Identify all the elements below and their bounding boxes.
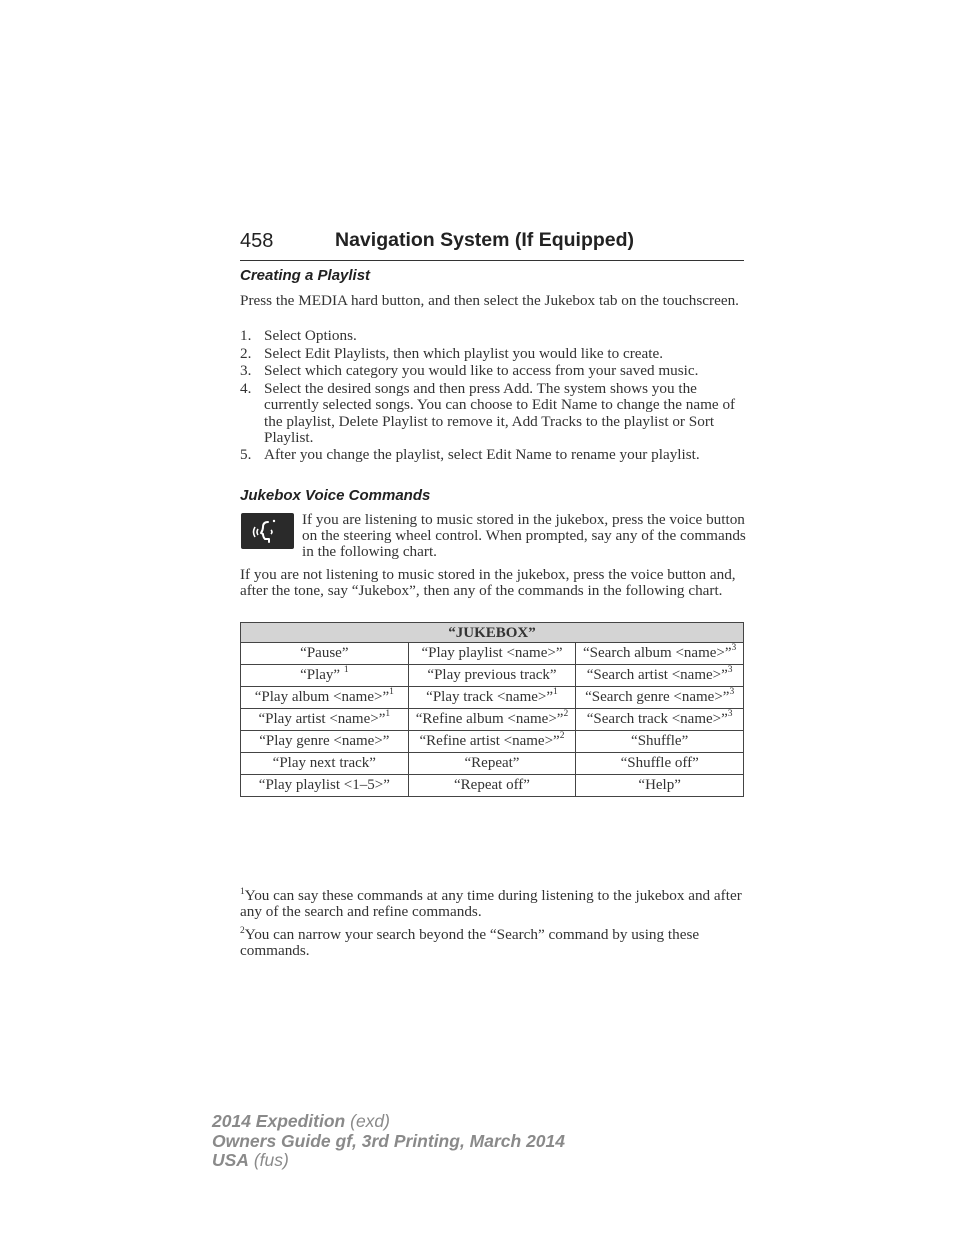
table-cell — [576, 709, 744, 731]
footnote-ref: 1 — [385, 709, 391, 719]
command-text: “Play” — [300, 667, 344, 683]
jukebox-not-listening-text: If you are not listening to music stored in the jukebox, press the voice button and, after the tone, say “Jukebox”, then any of the commands in the following chart. — [240, 566, 736, 600]
command-text: “Refine album <name>” — [415, 711, 564, 727]
table-row — [241, 709, 744, 731]
footer-model-code: (exd) — [345, 1111, 390, 1131]
table-cell — [241, 709, 409, 731]
command-text: “Play playlist <name>” — [421, 645, 563, 661]
footnote-1 — [240, 884, 746, 920]
voice-command-icon — [241, 513, 294, 549]
jukebox-listening-text: If you are listening to music stored in the jukebox, press the voice button on the steering wheel control. When prompted, say any of the commands in the following chart. — [302, 511, 746, 561]
step-number: 1. — [240, 327, 252, 344]
table-row — [241, 687, 744, 709]
playlist-steps-list — [240, 328, 744, 465]
creating-playlist-heading: Creating a Playlist — [240, 267, 371, 284]
table-cell — [576, 775, 744, 797]
jukebox-commands-table — [240, 622, 744, 797]
list-item — [240, 447, 744, 463]
table-cell — [241, 643, 409, 665]
step-number: 4. — [240, 380, 252, 398]
table-cell — [408, 731, 576, 753]
page-number: 458 — [240, 230, 274, 252]
table-cell — [576, 753, 744, 775]
footnote-text: You can say these commands at any time during listening to the jukebox and after any of the search and refine commands. — [240, 887, 742, 921]
table-row — [241, 753, 744, 775]
list-item — [240, 363, 744, 379]
footnote-mark: 1 — [240, 887, 245, 897]
table-cell — [408, 665, 576, 687]
footnote-ref: 2 — [563, 709, 569, 719]
footnote-ref: 3 — [727, 709, 733, 719]
list-item — [240, 346, 744, 362]
table-cell — [408, 643, 576, 665]
command-text: “Refine artist <name>” — [419, 733, 560, 749]
creating-playlist-intro: Press the MEDIA hard button, and then select the Jukebox tab on the touchscreen. — [240, 292, 739, 309]
command-text: “Repeat off” — [454, 777, 530, 793]
footer-line-3 — [212, 1151, 565, 1171]
table-cell — [241, 753, 409, 775]
table-header: “JUKEBOX” — [241, 623, 744, 643]
list-item — [240, 381, 744, 446]
footnote-mark: 2 — [240, 926, 245, 936]
footnote-ref: 3 — [727, 665, 733, 675]
table-cell — [408, 687, 576, 709]
command-text: “Search artist <name>” — [586, 667, 728, 683]
page-footer — [212, 1112, 565, 1171]
footnote-ref: 2 — [559, 731, 565, 741]
footer-model: 2014 Expedition — [212, 1111, 346, 1131]
footer-line-1 — [212, 1112, 565, 1132]
table-cell — [408, 775, 576, 797]
table-cell — [408, 753, 576, 775]
command-text: “Play playlist <1–5>” — [258, 777, 390, 793]
footnote-ref: 1 — [553, 687, 558, 697]
step-number: 3. — [240, 362, 252, 380]
table-row — [241, 643, 744, 665]
command-text: “Shuffle off” — [620, 755, 699, 771]
command-text: “Search genre <name>” — [585, 689, 730, 705]
table-cell — [576, 731, 744, 753]
command-text: “Search track <name>” — [586, 711, 728, 727]
table-cell — [576, 665, 744, 687]
table-row — [241, 665, 744, 687]
footer-line-2 — [212, 1132, 565, 1152]
command-text: “Pause” — [300, 645, 349, 661]
footer-region-code: (fus) — [248, 1150, 289, 1170]
footnote-ref: 3 — [729, 687, 735, 697]
command-text: “Shuffle” — [631, 733, 689, 749]
footer-printing: Owners Guide gf, 3rd Printing, March 2014 — [212, 1130, 565, 1151]
step-text: After you change the playlist, select Edit Name to rename your playlist. — [264, 446, 700, 464]
footnote-text: You can narrow your search beyond the “Search” command by using these commands. — [240, 926, 700, 960]
command-text: “Play track <name>” — [426, 689, 554, 705]
jukebox-voice-heading: Jukebox Voice Commands — [240, 487, 431, 504]
footnote-ref: 1 — [343, 665, 349, 675]
step-text: Select which category you would like to access from your saved music. — [264, 362, 699, 380]
command-text: “Play next track” — [272, 755, 376, 771]
command-text: “Help” — [638, 777, 681, 793]
table-header-row — [241, 623, 744, 643]
table-row — [241, 731, 744, 753]
footnote-2 — [240, 923, 746, 959]
command-text: “Play artist <name>” — [258, 711, 386, 727]
table-cell — [408, 709, 576, 731]
list-item — [240, 328, 744, 344]
table-cell — [576, 687, 744, 709]
step-text: Select Edit Playlists, then which playlist you would like to create. — [264, 344, 664, 362]
footnote-ref: 3 — [731, 643, 737, 653]
step-text: Select Options. — [264, 327, 357, 344]
section-title: Navigation System (If Equipped) — [335, 229, 635, 251]
command-text: “Repeat” — [464, 755, 520, 771]
table-cell — [241, 731, 409, 753]
table-cell — [241, 665, 409, 687]
table-cell — [576, 643, 744, 665]
step-number: 2. — [240, 344, 252, 362]
footer-region: USA — [212, 1150, 249, 1170]
table-cell — [241, 775, 409, 797]
step-text: Select the desired songs and then press Add. The system shows you the currently selected songs. You can choose to Edit Name to change the name of the playlist, Delete Playlist to remove it, Add Tracks to the playlist or Sort Playlist. — [264, 380, 736, 446]
command-text: “Play genre <name>” — [259, 733, 390, 749]
table-row — [241, 775, 744, 797]
command-text: “Search album <name>” — [583, 645, 732, 661]
step-number: 5. — [240, 446, 252, 464]
page-header — [240, 228, 744, 261]
footnote-ref: 1 — [389, 687, 394, 697]
command-text: “Play previous track” — [427, 667, 557, 683]
command-text: “Play album <name>” — [254, 689, 390, 705]
table-cell — [241, 687, 409, 709]
